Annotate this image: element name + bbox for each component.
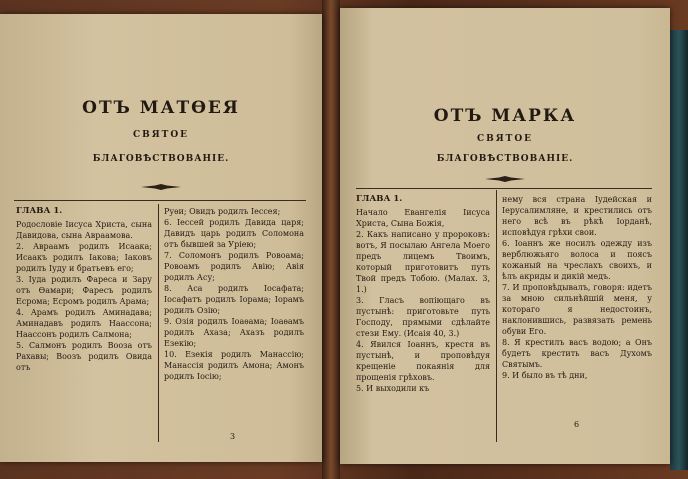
verse: 2. Какъ написано у пророковъ: вотъ, Я посылаю Ангела Моего предъ лицемъ Твоимъ, который приготовитъ путь Твой предъ Тобою. (Малах. 3, 1.) [356,230,490,294]
verse: Руѳи; Овидъ родилъ Іессея; [164,207,281,216]
left-top-rule [14,200,306,201]
left-chapter-heading: ГЛАВА 1. [16,206,63,216]
right-page-heading: БЛАГОВѢСТВОВАНІЕ. [436,154,574,164]
verse: 6. Іоаннъ же носилъ одежду изъ верблюжьяго волоса и поясъ кожаный на чреслахъ своихъ, и ѣлъ акриды и дикій медъ. [502,239,652,281]
left-page-title: ОТЪ МАТѲЕЯ [82,98,240,118]
right-column-2 [502,194,652,381]
verse: 10. Езекія родилъ Манассію; Манассія родилъ Амона; Амонъ родилъ Іосію; [164,350,304,381]
left-page-subtitle: СВЯТОЕ [132,130,190,140]
right-chapter-heading: ГЛАВА 1. [356,194,403,204]
book-spine [322,0,340,479]
right-page [340,8,670,464]
verse: 9. Озія родилъ Іоаѳама; Іоаѳамъ родилъ Ахаза; Ахазъ родилъ Езекію; [164,317,304,348]
verse: 9. И было въ тѣ дни, [502,371,588,380]
right-top-rule [356,188,652,189]
right-column-rule [496,190,497,442]
right-column-1 [356,194,490,394]
left-column-1 [16,206,152,373]
left-ornament-icon [141,184,181,190]
right-page-number: 6 [574,420,580,429]
verse: 6. Іессей родилъ Давида царя; Давидъ царь родилъ Соломона отъ бывшей за Уріею; [164,218,304,249]
verse: 8. Я крестилъ васъ водою; а Онъ будетъ крестить васъ Духомъ Святымъ. [502,338,652,369]
verse: Родословіе Іисуса Христа, сына Давидова, сына Авраамова. [16,220,152,240]
verse: 7. Соломонъ родилъ Ровоама; Ровоамъ родилъ Авію; Авія родилъ Асу; [164,251,304,282]
verse: 8. Аса родилъ Іосафата; Іосафатъ родилъ Іорама; Іорамъ родилъ Озію; [164,284,304,315]
verse: нему вся страна Іудейская и Іерусалимляне, и крестились отъ него всѣ въ рѣкѣ Іорданѣ, исповѣдуя грѣхи свои. [502,195,652,237]
right-page-title: ОТЪ МАРКА [433,106,577,126]
left-page-heading: БЛАГОВѢСТВОВАНІЕ. [92,154,230,164]
right-page-subtitle: СВЯТОЕ [476,134,534,144]
left-column-rule [158,204,159,442]
verse: 5. Салмонъ родилъ Вооза отъ Рахавы; Воозъ родилъ Овида отъ [16,341,152,372]
left-column-2 [164,206,304,382]
verse: 4. Явился Іоаннъ, крестя въ пустынѣ, и проповѣдуя крещеніе покаянія для прощенія грѣховъ. [356,340,490,382]
book-cover-edge [670,30,688,470]
verse: 5. И выходили къ [356,384,430,393]
verse: 3. Іуда родилъ Фареса и Зару отъ Ѳамари; Фаресъ родилъ Есрома; Есромъ родилъ Арама; [16,275,152,306]
right-ornament-icon [485,176,525,182]
verse: 4. Арамъ родилъ Аминадава; Аминадавъ родилъ Наассона; Наассонъ родилъ Салмона; [16,308,152,339]
verse: 7. И проповѣдывалъ, говоря: идетъ за мною сильнѣйшій меня, у котораго я недостоинъ, наклонившись, развязать ремень обуви Его. [502,283,652,336]
left-page-number: 3 [230,432,236,441]
verse: Начало Евангелія Іисуса Христа, Сына Божія, [356,208,490,228]
verse: 2. Авраамъ родилъ Исаака; Исаакъ родилъ Іакова; Іаковъ родилъ Іуду и братьевъ его; [16,242,152,273]
left-page [0,14,322,462]
verse: 3. Гласъ вопіющаго въ пустынѣ: приготовьте путь Господу, прямыми сдѣлайте стези Ему. (Исаія 40, 3.) [356,296,490,338]
